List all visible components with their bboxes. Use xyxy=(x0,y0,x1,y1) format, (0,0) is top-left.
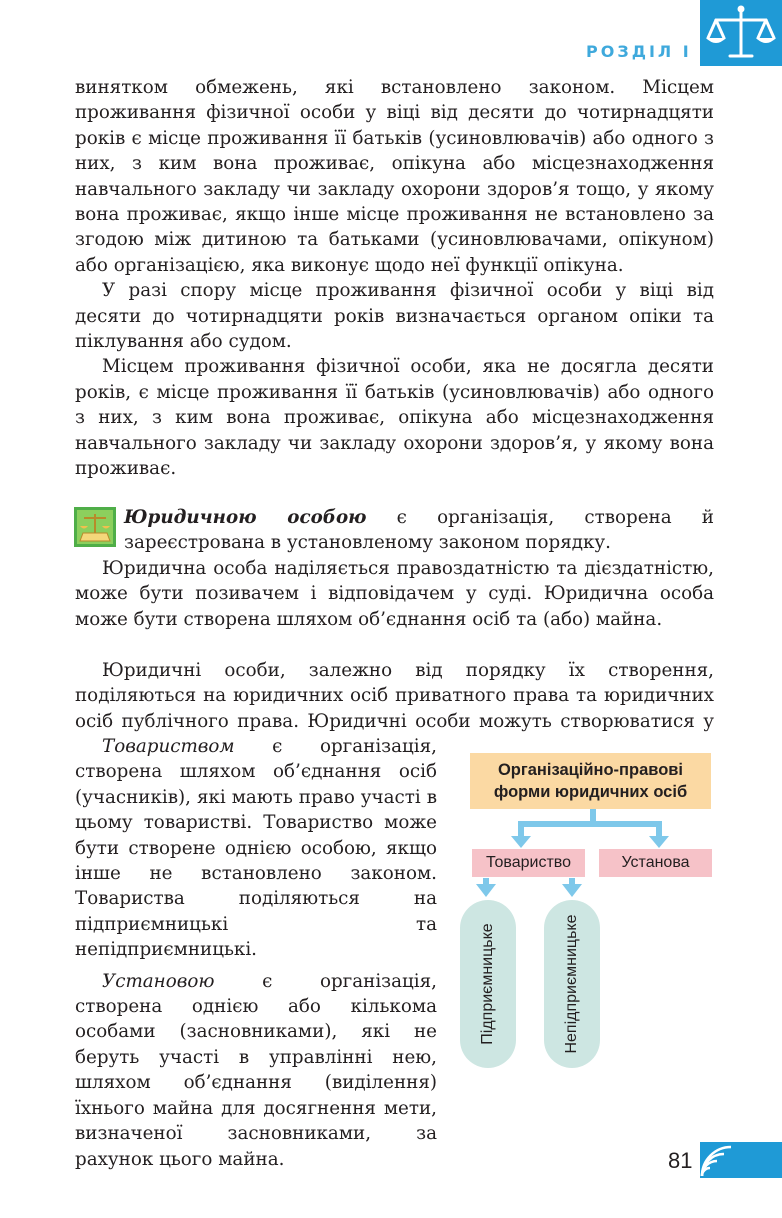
company-text: є організація, створена шляхом об’єднання осіб (учасників), які мають право участі в цьому товаристві. Товариство може бути створене однією особою, якщо інше не встановлено законом. Товариства поділяються на підприємницькі та непідприємницькі. xyxy=(75,736,437,961)
footer-tab xyxy=(700,1142,782,1178)
pill-non-entrepreneurial-label: Непідприємницьке xyxy=(563,914,580,1054)
legal-forms-diagram xyxy=(460,750,720,1080)
section-label: РОЗДІЛ І xyxy=(586,42,692,61)
definition-term: Юридичною особою xyxy=(124,507,367,528)
scales-of-justice-icon xyxy=(700,0,782,66)
pill-entrepreneurial xyxy=(460,900,516,1068)
body-text-top xyxy=(75,75,714,482)
paragraph-under-ten: Місцем проживання фізичної особи, яка не досягла десяти років, є місце проживання її батьків (усиновлювачів) або одного з них, з ким вона проживає, опікуна або місцезнаходження навчального закладу чи закладу охорони здоров’я, у якому вона проживає. xyxy=(75,356,714,480)
paragraph-residence-10-14: винятком обмежень, які встановлено законом. Місцем проживання фізичної особи у віці від десяти до чотирнадцяти років є місце проживання її батьків (усиновлювачів) або одного з них, з ким вона проживає, опікуна або місцезнаходження навчального закладу чи закладу охорони здоров’я тощо, у якому вона проживає, якщо інше місце проживання не встановлено за згодою між дитиною та батьками (усиновлювачами, опікуном) або організацією, яка виконує щодо неї функції опікуна. xyxy=(75,77,714,276)
definition-legal-entity xyxy=(124,505,714,556)
company-box: Товариство xyxy=(472,849,585,877)
institution-text: є організація, створена однією або кількома особами (засновниками), які не беруть участі в управлінні нею, шляхом об’єднання (виділення) їхнього майна для досягнення мети, визначеної засновниками, за рахунок цього майна. xyxy=(75,970,437,1170)
definition-marker-icon xyxy=(74,507,116,547)
paragraph-forms-wrapper xyxy=(75,658,714,734)
body-text-middle xyxy=(75,556,714,632)
diagram-title-box: Організаційно-правові форми юридичних осіб xyxy=(470,753,711,809)
page-number: 81 xyxy=(668,1148,693,1173)
section-tab xyxy=(700,0,782,66)
narrow-column xyxy=(75,734,437,1172)
paragraph-legal-capacity: Юридична особа наділяється правоздатністю та дієздатністю, може бути позивачем і відповідачем у суді. Юридична особа може бути створена шляхом об’єднання осіб та (або) майна. xyxy=(75,558,714,630)
paragraph-dispute: У разі спору місце проживання фізичної особи у віці від десяти до чотирнадцяти років визначається органом опіки та піклування або судом. xyxy=(75,280,714,353)
pill-non-entrepreneurial xyxy=(544,900,600,1068)
definition-text: є організація, створена й зареєстрована в установленому законом порядку. xyxy=(124,507,714,554)
paragraph-forms: Юридичні особи, залежно від порядку їх створення, поділяються на юридичних осіб приватного права та юридичних осіб публічного права. Юридичні особи можуть створюватися у xyxy=(75,660,714,732)
company-term: Товариством xyxy=(102,736,235,757)
signal-arcs-icon xyxy=(700,1142,782,1178)
institution-term: Установою xyxy=(102,970,215,992)
pill-entrepreneurial-label: Підприємницьке xyxy=(479,923,496,1045)
institution-box: Установа xyxy=(599,849,712,877)
